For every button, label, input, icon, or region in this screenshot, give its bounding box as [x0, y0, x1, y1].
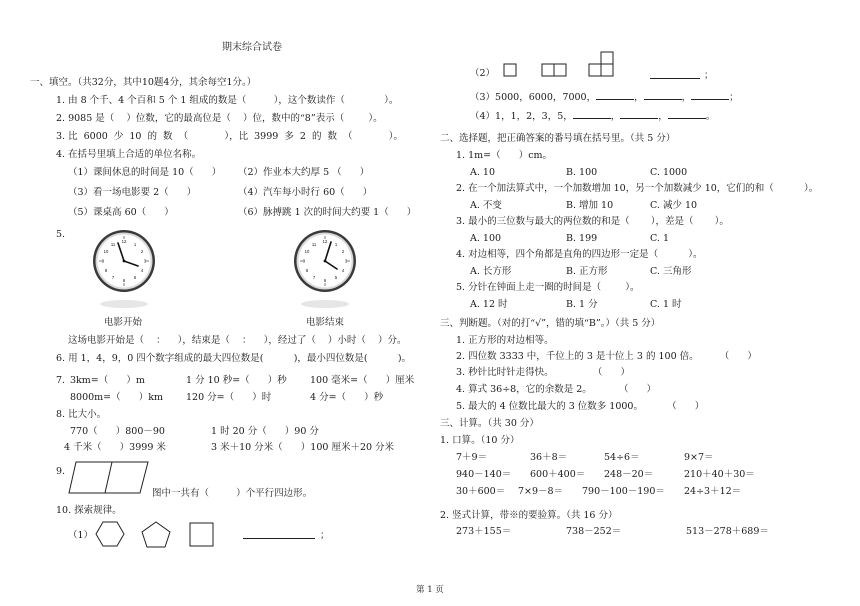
- clock-end-label: 电影结束: [306, 317, 345, 328]
- choice-2-option-c: C. 减少 10: [650, 200, 698, 211]
- choice-5-option-b: B. 1 分: [566, 299, 598, 310]
- question-8-item: 1 时 20 分（ ）90 分: [211, 426, 319, 437]
- written-calc-header: 2. 竖式计算，带※的要验算。（共 16 分）: [440, 510, 618, 521]
- question-5: 5.: [56, 229, 66, 240]
- clock-start-icon: [92, 229, 156, 311]
- two-squares-icon: [541, 63, 569, 77]
- svg-text:1: 1: [334, 242, 338, 247]
- oral-calc-item: 54÷6＝: [604, 452, 640, 463]
- choice-4-option-c: C. 三角形: [650, 266, 692, 277]
- oral-calc-item: 9×7＝: [684, 452, 714, 463]
- parallelogram-figure-icon: [68, 460, 150, 496]
- choice-1-option-a: A. 10: [470, 167, 495, 178]
- question-3: 3. 比 6000 少 10 的 数 （ ），比 3999 多 2 的 数 （ ）。: [56, 131, 404, 142]
- choice-2-option-b: B. 增加 10: [566, 200, 614, 211]
- svg-text:1: 1: [133, 242, 137, 247]
- choice-4: 4. 对边相等，四个角都是直角的四边形一定是（ ）。: [456, 249, 703, 260]
- svg-text:7: 7: [312, 275, 316, 280]
- judge-2: 2. 四位数 3333 中，千位上的 3 是十位上 3 的 100 倍。 （ ）: [456, 351, 757, 362]
- question-8-item: 770（ ）800－90: [70, 426, 165, 437]
- question-7-item: 100 毫米=（ ）厘米: [310, 375, 415, 386]
- answer-blank: [650, 78, 700, 79]
- question-7-item: 8000m=（ ）km: [70, 392, 164, 403]
- question-9-label: 9.: [56, 466, 66, 477]
- judge-5: 5. 最大的 4 位数比最大的 3 位数多 1000。 （ ）: [456, 401, 705, 412]
- pattern-item-2: （2）: [470, 68, 496, 79]
- question-8: 8. 比大小。: [56, 409, 107, 420]
- section-4-header: 三、计算。（共 30 分）: [440, 418, 539, 429]
- written-calc-item: 273＋155＝: [456, 526, 512, 537]
- semicolon: ；: [704, 70, 714, 81]
- svg-text:8: 8: [104, 268, 108, 273]
- oral-calc-item: 7＋9＝: [456, 452, 488, 463]
- svg-text:6: 6: [323, 278, 327, 283]
- question-7-item: 1 分 10 秒=（ ）秒: [186, 375, 287, 386]
- svg-text:12: 12: [322, 239, 328, 244]
- choice-3-option-c: C. 1: [650, 233, 670, 244]
- pattern-item-3: （3）5000，6000，7000， ， ， ；: [470, 92, 739, 103]
- question-4-item-1: （1）课间休息的时间是 10（ ）: [68, 167, 222, 178]
- square-icon: [189, 522, 215, 548]
- oral-calc-item: 7×9－8＝: [518, 486, 564, 497]
- oral-calc-item: 30＋600＝: [456, 486, 506, 497]
- question-2: 2. 9085 是（ ）位数，它的最高位是（ ）位，数中的“8”表示（ ）。: [56, 113, 383, 124]
- judge-1: 1. 正方形的对边相等。: [456, 335, 554, 346]
- choice-1-option-b: B. 100: [566, 167, 598, 178]
- choice-3-option-b: B. 199: [566, 233, 598, 244]
- oral-calc-item: 210＋40＋30＝: [684, 469, 755, 480]
- oral-calc-item: 248－20＝: [604, 469, 654, 480]
- choice-5: 5. 分针在钟面上走一圈的时间是（ ）。: [456, 282, 640, 293]
- question-6: 6. 用 1，4，9，0 四个数字组成的最大四位数是( )，最小四位数是( )。: [56, 353, 412, 364]
- question-7-label: 7.: [56, 375, 66, 386]
- section-1-header: 一、填空。（共32分，其中10题4分，其余每空1分。）: [30, 77, 257, 88]
- question-4-item-2: （2）作业本大约厚 5 （ ）: [238, 167, 370, 178]
- section-3-header: 三、判断题。（对的打“√”，错的填“B”。）（共 5 分）: [440, 318, 661, 329]
- page-footer: 第 1 页: [416, 585, 444, 595]
- svg-text:2: 2: [341, 249, 345, 254]
- question-5-text: 这场电影开始是（ ： ），结束是（ ： ），经过了（ ）小时（ ）分。: [68, 335, 407, 346]
- choice-1-option-c: C. 1000: [650, 167, 688, 178]
- oral-calc-item: 940－140＝: [456, 469, 512, 480]
- question-4: 4. 在括号里填上合适的单位名称。: [56, 149, 202, 160]
- written-calc-item: 513－278＋689＝: [686, 526, 769, 537]
- svg-text:10: 10: [304, 249, 310, 254]
- question-8-item: 4 千米（ ）3999 米: [64, 442, 166, 453]
- page-title: 期末综合试卷: [222, 42, 282, 53]
- question-9-text: 图中一共有（ ）个平行四边形。: [152, 488, 313, 499]
- svg-text:7: 7: [111, 275, 115, 280]
- question-10: 10. 探索规律。: [56, 505, 122, 516]
- question-1: 1. 由 8 个千、4 个百和 5 个 1 组成的数是（ ），这个数读作（ ）。: [56, 95, 399, 106]
- svg-text:4: 4: [341, 268, 345, 273]
- svg-text:5: 5: [334, 275, 338, 280]
- question-7-item: 120 分=（ ）时: [186, 392, 272, 403]
- svg-text:4: 4: [140, 268, 144, 273]
- choice-1: 1. 1m=（ ）cm。: [456, 150, 553, 161]
- choice-3-option-a: A. 100: [470, 233, 502, 244]
- choice-5-option-c: C. 1 时: [650, 299, 682, 310]
- question-4-item-3: （3）看一场电影要 2（ ）: [68, 187, 197, 198]
- question-7-item: 3km=（ ）m: [70, 375, 145, 386]
- clock-start-label: 电影开始: [104, 317, 143, 328]
- svg-text:5: 5: [133, 275, 137, 280]
- choice-4-option-a: A. 长方形: [470, 266, 512, 277]
- svg-text:2: 2: [140, 249, 144, 254]
- question-8-item: 3 米＋10 分米（ ）100 厘米＋20 分米: [211, 442, 395, 453]
- question-7-item: 4 分=（ ）秒: [310, 392, 384, 403]
- svg-text:9: 9: [101, 258, 105, 264]
- question-4-item-4: （4）汽车每小时行 60（ ）: [238, 187, 373, 198]
- svg-text:3: 3: [143, 258, 147, 264]
- oral-calc-item: 790－100－190＝: [582, 486, 665, 497]
- oral-calc-item: 36＋8＝: [530, 452, 568, 463]
- question-4-item-5: （5）课桌高 60（ ）: [68, 207, 174, 218]
- judge-4: 4. 算式 36÷8，它的余数是 2。 （ ）: [456, 384, 657, 395]
- section-2-header: 二、选择题，把正确答案的番号填在括号里。（共 5 分）: [440, 133, 676, 144]
- svg-text:3: 3: [344, 258, 348, 264]
- choice-4-option-b: B. 正方形: [566, 266, 608, 277]
- svg-text:11: 11: [311, 242, 317, 247]
- hexagon-icon: [95, 521, 125, 547]
- written-calc-item: 738－252＝: [566, 526, 622, 537]
- oral-calc-item: 24÷3＋12＝: [684, 486, 742, 497]
- pentagon-icon: [141, 521, 171, 548]
- oral-calc-header: 1. 口算。（10 分）: [440, 435, 520, 446]
- answer-blank: [243, 538, 315, 539]
- oral-calc-item: 600＋400＝: [530, 469, 586, 480]
- choice-5-option-a: A. 12 时: [470, 299, 508, 310]
- semicolon: ；: [320, 530, 330, 541]
- svg-text:6: 6: [122, 278, 126, 283]
- one-square-icon: [503, 63, 519, 77]
- svg-text:10: 10: [103, 249, 109, 254]
- svg-text:9: 9: [302, 258, 306, 264]
- clock-end-icon: [293, 229, 357, 311]
- choice-2-option-a: A. 不变: [470, 200, 502, 211]
- judge-3: 3. 秒针比时针走得快。 （ ）: [456, 367, 630, 378]
- svg-text:12: 12: [121, 239, 127, 244]
- choice-3: 3. 最小的三位数与最大的两位数的和是（ ），差是（ ）。: [456, 216, 729, 227]
- three-squares-icon: [588, 51, 616, 78]
- question-10-item-1: （1）: [68, 530, 94, 541]
- choice-2: 2. 在一个加法算式中，一个加数增加 10，另一个加数减少 10，它们的和（ ）。: [456, 183, 819, 194]
- svg-text:11: 11: [110, 242, 116, 247]
- svg-text:8: 8: [305, 268, 309, 273]
- pattern-item-4: （4）1，1，2，3，5， ， ， 。: [470, 111, 716, 122]
- question-4-item-6: （6）脉搏跳 1 次的时间大约要 1（ ）: [238, 207, 417, 218]
